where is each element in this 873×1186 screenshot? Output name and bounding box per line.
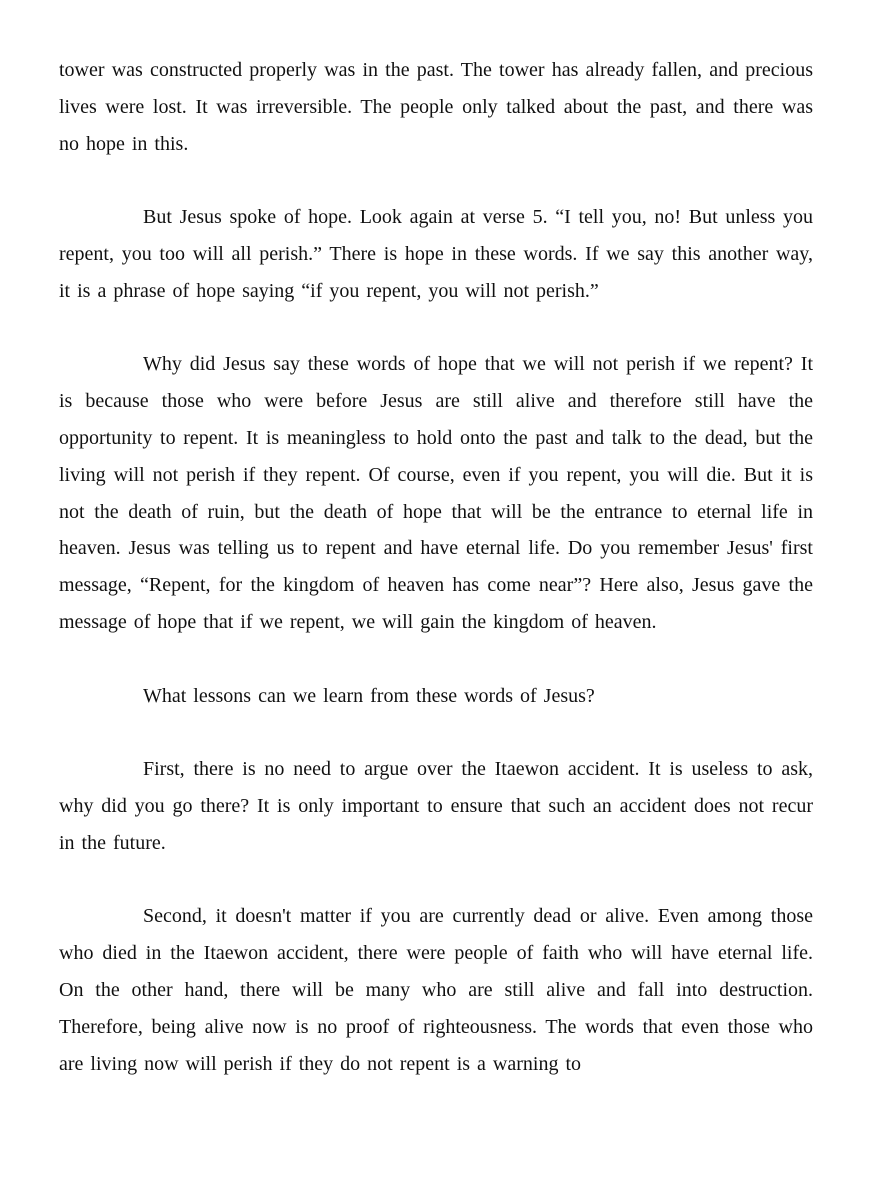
document-page [59,52,813,1082]
paragraph-why-hope: Why did Jesus say these words of hope that we will not perish if we repent? It is because those who were before Jesus are still alive and therefore still have the opportunity to repent. It is meaningless to hold onto the past and talk to the dead, but the living will not perish if they repent. Of course, even if you repent, you will die. But it is not the death of ruin, but the death of hope that will be the entrance to eternal life in heaven. Jesus was telling us to repent and have eternal life. Do you remember Jesus' first message, “Repent, for the kingdom of heaven has come near”? Here also, Jesus gave the message of hope that if we repent, we will gain the kingdom of heaven. [59,353,813,633]
paragraph-lessons-question: What lessons can we learn from these words of Jesus? [143,684,595,707]
paragraph-hope: But Jesus spoke of hope. Look again at verse 5. “I tell you, no! But unless you repent, you too will all perish.” There is hope in these words. If we say this another way, it is a phrase of hope saying “if you repent, you will not perish.” [59,206,813,302]
paragraph-first-lesson: First, there is no need to argue over the Itaewon accident. It is useless to ask, why did you go there? It is only important to ensure that such an accident does not recur in the future. [59,758,813,854]
paragraph-continuation: tower was constructed properly was in the past. The tower has already fallen, and precious lives were lost. It was irreversible. The people only talked about the past, and there was no hope in this. [59,59,813,155]
paragraph-second-lesson: Second, it doesn't matter if you are currently dead or alive. Even among those who died in the Itaewon accident, there were people of faith who will have eternal life. On the other hand, there will be many who are still alive and fall into destruction. Therefore, being alive now is no proof of righteousness. The words that even those who are living now will perish if they do not repent is a warning to [59,905,813,1075]
